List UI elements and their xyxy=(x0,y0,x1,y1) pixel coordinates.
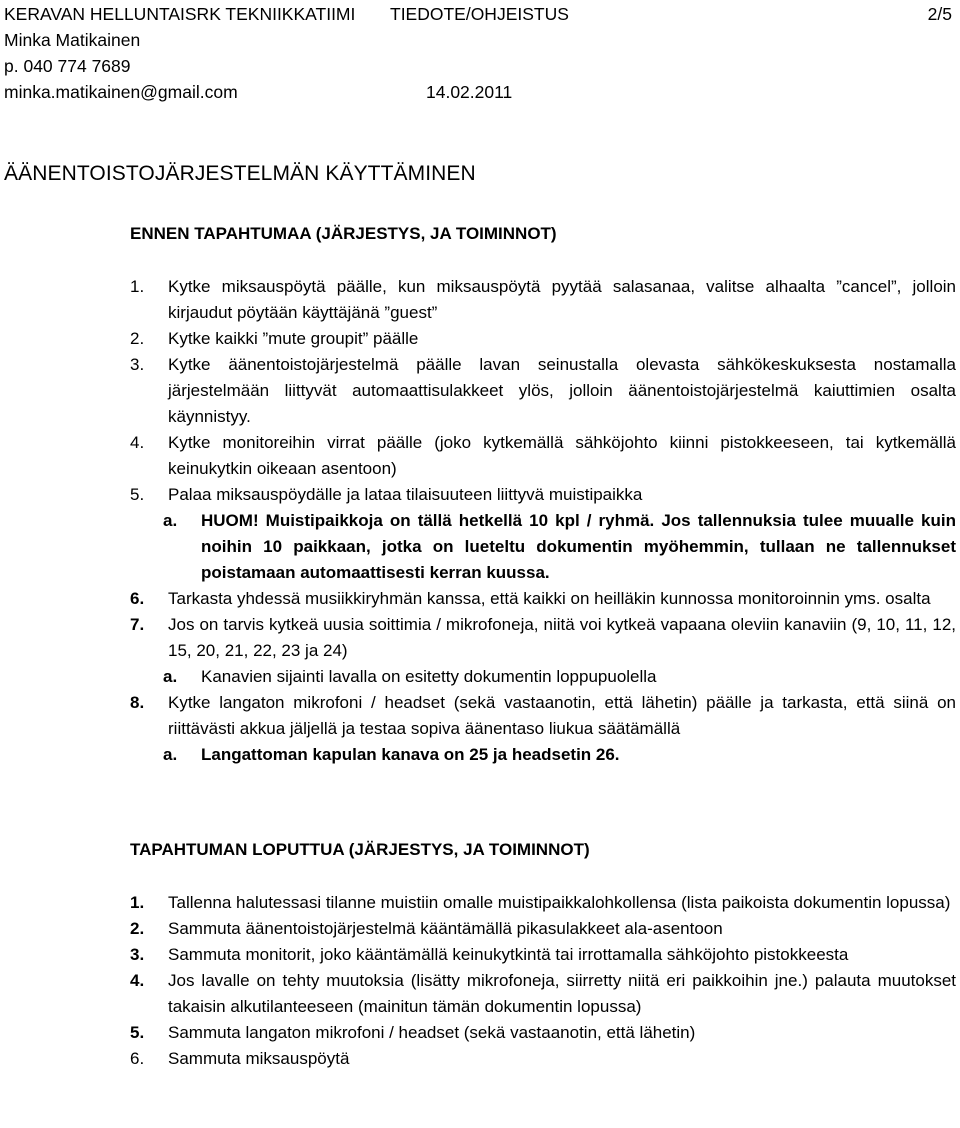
item-text: Sammuta miksauspöytä xyxy=(168,1049,350,1068)
sub-item-text: Kanavien sijainti lavalla on esitetty dokumentin loppupuolella xyxy=(201,667,657,686)
item-number: 4. xyxy=(130,971,145,990)
item-number: 4. xyxy=(130,433,145,452)
item-number: 2. xyxy=(130,329,145,348)
item-text: Kytke kaikki ”mute groupit” päälle xyxy=(168,329,419,348)
item-number: 2. xyxy=(130,919,145,938)
item-text: Kytke langaton mikrofoni / headset (sekä vastaanotin, että lähetin) päälle ja tarkasta, että siinä on riittävästi akkua jäljellä ja testaa sopiva äänentaso liukua säätämällä xyxy=(168,693,956,738)
item-number: 8. xyxy=(130,693,145,712)
document-title: ÄÄNENTOISTOJÄRJESTELMÄN KÄYTTÄMINEN xyxy=(4,162,476,185)
list-item xyxy=(130,612,956,690)
list-item xyxy=(130,326,956,352)
item-number: 1. xyxy=(130,893,145,912)
sub-list xyxy=(130,742,956,768)
item-text: Jos lavalle on tehty muutoksia (lisätty mikrofoneja, siirretty niitä eri paikkoihin jne.) palauta muutokset takaisin alkutilanteeseen (mainitun tämän dokumentin lopussa) xyxy=(168,971,956,1016)
item-text: Sammuta monitorit, joko kääntämällä keinukytkintä tai irrottamalla sähköjohto pistokkeesta xyxy=(168,945,849,964)
section-heading-before: ENNEN TAPAHTUMAA (JÄRJESTYS, JA TOIMINNOT) xyxy=(130,224,557,243)
item-number: 7. xyxy=(130,615,145,634)
sub-list-item xyxy=(130,664,956,690)
list-item xyxy=(130,586,956,612)
item-text: Kytke äänentoistojärjestelmä päälle lavan seinustalla olevasta sähkökeskuksesta nostamalla järjestelmään liittyvät automaattisulakkeet ylös, jolloin äänentoistojärjestelmä kaiuttimien osalta käynnistyy. xyxy=(168,355,956,426)
sub-list xyxy=(130,508,956,586)
list-item xyxy=(130,968,956,1020)
sub-item-letter: a. xyxy=(163,667,178,686)
item-number: 6. xyxy=(130,1049,145,1068)
item-number: 3. xyxy=(130,355,145,374)
item-number: 5. xyxy=(130,1023,145,1042)
header-date: 14.02.2011 xyxy=(426,82,513,102)
item-text: Palaa miksauspöydälle ja lataa tilaisuuteen liittyvä muistipaikka xyxy=(168,485,643,504)
list-item xyxy=(130,482,956,586)
header-email: minka.matikainen@gmail.com xyxy=(4,82,238,102)
item-text: Kytke monitoreihin virrat päälle (joko kytkemällä sähköjohto kiinni pistokkeeseen, tai kytkemällä keinukytkin oikeaan asentoon) xyxy=(168,433,956,478)
list-item xyxy=(130,274,956,326)
item-text: Tallenna halutessasi tilanne muistiin omalle muistipaikkalohkollensa (lista paikoista dokumentin lopussa) xyxy=(168,893,951,912)
list-item xyxy=(130,690,956,768)
sub-list xyxy=(130,664,956,690)
item-text: Sammuta äänentoistojärjestelmä kääntämällä pikasulakkeet ala-asentoon xyxy=(168,919,723,938)
list-item xyxy=(130,1046,956,1072)
list-item xyxy=(130,890,956,916)
item-number: 6. xyxy=(130,589,145,608)
section-heading-after: TAPAHTUMAN LOPUTTUA (JÄRJESTYS, JA TOIMINNOT) xyxy=(130,840,590,859)
header-page-number: 2/5 xyxy=(927,4,952,24)
item-number: 5. xyxy=(130,485,145,504)
header-author-name: Minka Matikainen xyxy=(4,30,141,50)
before-steps-list xyxy=(130,274,956,768)
sub-item-text: Langattoman kapulan kanava on 25 ja headsetin 26. xyxy=(201,745,620,764)
list-item xyxy=(130,352,956,430)
list-item xyxy=(130,1020,956,1046)
sub-list-item xyxy=(130,508,956,586)
after-steps-list xyxy=(130,890,956,1072)
header-organization: KERAVAN HELLUNTAISRK TEKNIIKKATIIMI xyxy=(4,4,356,24)
sub-list-item xyxy=(130,742,956,768)
item-number: 1. xyxy=(130,277,145,296)
item-number: 3. xyxy=(130,945,145,964)
sub-item-text: HUOM! Muistipaikkoja on tällä hetkellä 10 kpl / ryhmä. Jos tallennuksia tulee muualle kuin noihin 10 paikkaan, jotka on lueteltu dokumentin myöhemmin, tullaan ne tallennukset poistamaan automaattisesti kerran kuussa. xyxy=(201,511,956,582)
header-doc-type: TIEDOTE/OHJEISTUS xyxy=(390,4,569,24)
item-text: Sammuta langaton mikrofoni / headset (sekä vastaanotin, että lähetin) xyxy=(168,1023,696,1042)
header-phone: p. 040 774 7689 xyxy=(4,56,131,76)
list-item xyxy=(130,430,956,482)
list-item xyxy=(130,942,956,968)
item-text: Kytke miksauspöytä päälle, kun miksauspöytä pyytää salasanaa, valitse alhaalta ”cancel”, jolloin kirjaudut pöytään käyttäjänä ”guest” xyxy=(168,277,956,322)
sub-item-letter: a. xyxy=(163,511,178,530)
item-text: Jos on tarvis kytkeä uusia soittimia / mikrofoneja, niitä voi kytkeä vapaana oleviin kanaviin (9, 10, 11, 12, 15, 20, 21, 22, 23 ja 24) xyxy=(168,615,956,660)
list-item xyxy=(130,916,956,942)
sub-item-letter: a. xyxy=(163,745,178,764)
item-text: Tarkasta yhdessä musiikkiryhmän kanssa, että kaikki on heilläkin kunnossa monitoroinnin yms. osalta xyxy=(168,589,931,608)
